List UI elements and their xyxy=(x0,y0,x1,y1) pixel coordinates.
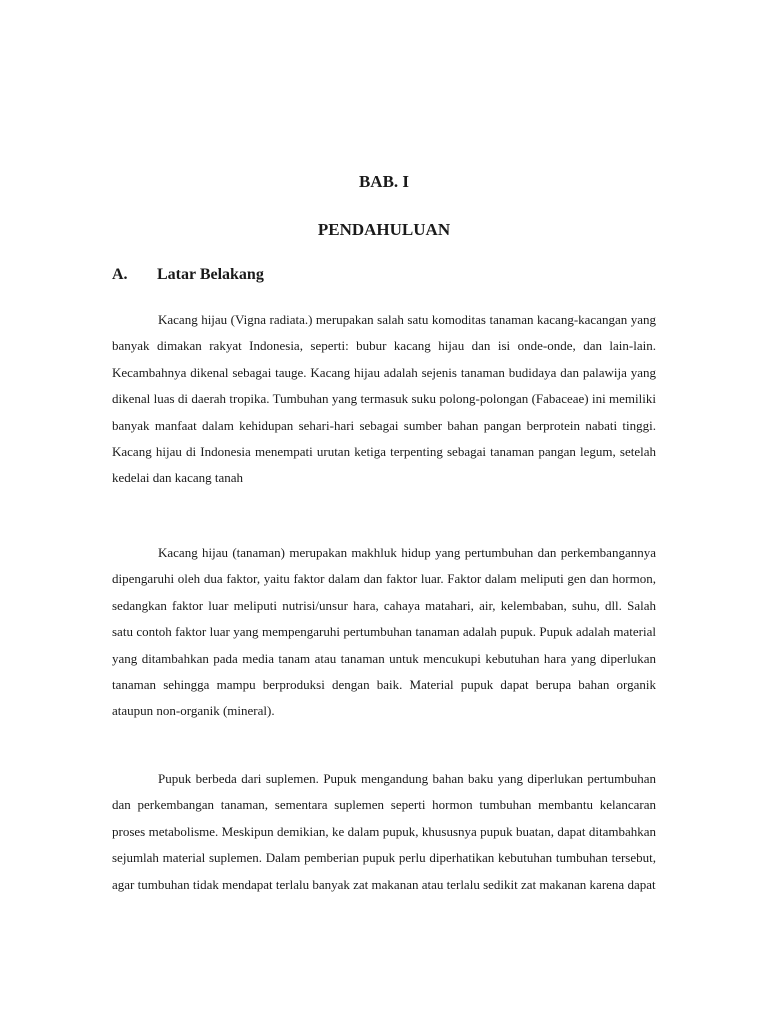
section-letter: A. xyxy=(112,266,128,283)
section-title: Latar Belakang xyxy=(157,266,264,283)
chapter-title: PENDAHULUAN xyxy=(317,220,451,239)
paragraph-1: Kacang hijau (Vigna radiata.) merupakan salah satu komoditas tanaman kacang-kacangan yang banyak dimakan rakyat Indonesia, seperti: bubur kacang hijau dan isi onde-onde, dan lain-lain. Kecambahnya dikenal sebagai tauge. Kacang hijau adalah sejenis tanaman budidaya dan palawija yang dikenal luas di daerah tropika. Tumbuhan yang termasuk suku polong-polongan (Fabaceae) ini memiliki banyak manfaat dalam kehidupan sehari-hari sebagai sumber bahan pangan berprotein nabati tinggi. Kacang hijau di Indonesia menempati urutan ketiga terpenting sebagai tanaman pangan legum, setelah kedelai dan kacang tanah xyxy=(112,312,656,486)
paragraph-2: Kacang hijau (tanaman) merupakan makhluk hidup yang pertumbuhan dan perkembangannya dipengaruhi oleh dua faktor, yaitu faktor dalam dan faktor luar. Faktor dalam meliputi gen dan hormon, sedangkan faktor luar meliputi nutrisi/unsur hara, cahaya matahari, air, kelembaban, suhu, dll. Salah satu contoh faktor luar yang mempengaruhi pertumbuhan tanaman adalah pupuk. Pupuk adalah material yang ditambahkan pada media tanam atau tanaman untuk mencukupi kebutuhan hara yang diperlukan tanaman sehingga mampu berproduksi dengan baik. Material pupuk dapat berupa bahan organik ataupun non-organik (mineral). xyxy=(112,545,656,719)
chapter-number: BAB. I xyxy=(358,172,410,191)
section-heading xyxy=(112,266,656,284)
paragraph-3: Pupuk berbeda dari suplemen. Pupuk mengandung bahan baku yang diperlukan pertumbuhan dan perkembangan tanaman, sementara suplemen seperti hormon tumbuhan membantu kelancaran proses metabolisme. Meskipun demikian, ke dalam pupuk, khususnya pupuk buatan, dapat ditambahkan sejumlah material suplemen. Dalam pemberian pupuk perlu diperhatikan kebutuhan tumbuhan tersebut, agar tumbuhan tidak mendapat terlalu banyak zat makanan atau terlalu sedikit zat makanan karena dapat xyxy=(112,771,656,892)
